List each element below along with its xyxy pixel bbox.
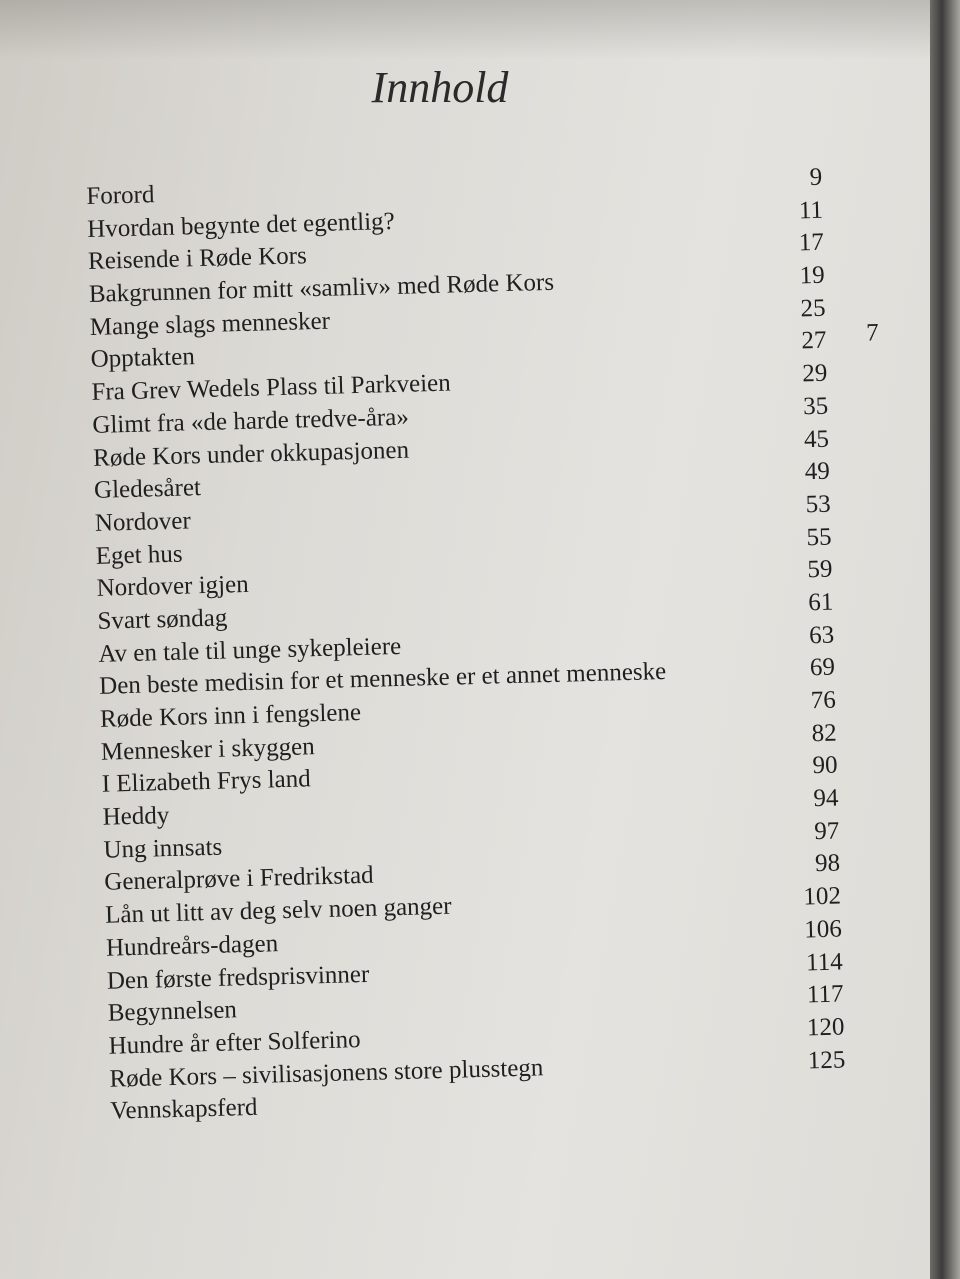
toc-entry-title: Nordover igjen <box>96 571 249 603</box>
toc-entry-title: Hvordan begynte det egentlig? <box>86 207 396 243</box>
toc-page-number: 29 <box>801 359 828 388</box>
toc-page-number: 17 <box>798 229 825 257</box>
toc-entry-title: Generalprøve i Fredrikstad <box>103 862 374 897</box>
toc-entry-title: Forord <box>86 181 155 210</box>
toc-page-number: 49 <box>804 457 831 486</box>
toc-page-number: 59 <box>807 555 833 584</box>
toc-page-number: 117 <box>806 980 844 1009</box>
toc-page-number: 76 <box>810 686 837 715</box>
toc-page-number: 53 <box>805 490 832 519</box>
toc-page-number: 19 <box>799 261 826 290</box>
toc-page-number: 90 <box>812 751 838 780</box>
toc-page-number: 9 <box>809 163 823 192</box>
toc-entry-title: I Elizabeth Frys land <box>101 765 312 799</box>
toc-page-number: 63 <box>808 621 835 649</box>
toc-entry-title: Fra Grev Wedels Plass til Parkveien <box>91 369 452 407</box>
toc-entry-title: Heddy <box>102 802 170 831</box>
toc-entry-title: Glimt fra «de harde tredve-åra» <box>92 403 410 439</box>
toc-entry-title: Eget hus <box>95 540 183 570</box>
toc-entry-title: Røde Kors under okkupasjonen <box>92 436 410 472</box>
toc-entry-title: Hundreårs-dagen <box>105 930 279 962</box>
book-edge <box>930 0 960 1279</box>
toc-entry-title: Bakgrunnen for mitt «samliv» med Røde Kors <box>88 268 555 309</box>
toc-entry-title: Hundre år efter Solferino <box>108 1025 361 1060</box>
toc-page-number: 55 <box>806 523 832 551</box>
toc-entry-title: Gledesåret <box>93 474 202 505</box>
toc-page-number: 11 <box>798 196 824 225</box>
toc-page-number: 120 <box>806 1013 845 1042</box>
toc-entry-title: Røde Kors – sivilisasjonens store plusstegn <box>109 1053 544 1093</box>
toc-page-number: 106 <box>803 915 843 944</box>
toc-page-number: 69 <box>809 653 836 682</box>
toc-page-number: 7 <box>865 319 880 347</box>
toc-page-number: 25 <box>800 294 826 323</box>
toc-page-number: 125 <box>807 1045 846 1074</box>
toc-page-number: 27 <box>801 327 827 355</box>
toc-page-number: 45 <box>803 425 830 453</box>
page-title: Innhold <box>371 63 509 112</box>
toc-page-number: 94 <box>813 784 839 813</box>
toc-entry-title: Lån ut litt av deg selv noen ganger <box>104 892 452 929</box>
toc-entry-title: Reisende i Røde Kors <box>87 242 308 276</box>
toc-page-number: 98 <box>814 849 841 878</box>
toc-entry-title: Mange slags mennesker <box>89 307 331 341</box>
toc-entry-title: Begynnelsen <box>107 996 238 1027</box>
toc-entry-title: Opptakten <box>90 343 196 374</box>
toc-entry-title: Vennskapsferd <box>109 1094 258 1125</box>
toc-page-number: 97 <box>813 817 840 845</box>
toc-entry-title: Mennesker i skyggen <box>100 732 316 766</box>
toc-page-number: 114 <box>805 947 844 976</box>
toc-page-number: 35 <box>802 392 829 421</box>
table-of-contents <box>86 162 880 1130</box>
toc-entry-title: Ung innsats <box>103 833 223 864</box>
toc-page-number: 102 <box>803 882 842 911</box>
toc-entry-title: Svart søndag <box>97 604 228 635</box>
toc-entry-title: Av en tale til unge sykepleiere <box>98 632 402 668</box>
toc-entry-title: Røde Kors inn i fengslene <box>99 698 362 733</box>
toc-entry-title: Den beste medisin for et menneske er et annet menneske <box>98 658 667 701</box>
toc-entry-title: Nordover <box>94 507 192 537</box>
page-shadow <box>0 0 930 60</box>
toc-page-number: 61 <box>807 588 834 617</box>
toc-entry-title: Den første fredsprisvinner <box>106 960 370 995</box>
toc-page-number: 82 <box>811 719 838 747</box>
